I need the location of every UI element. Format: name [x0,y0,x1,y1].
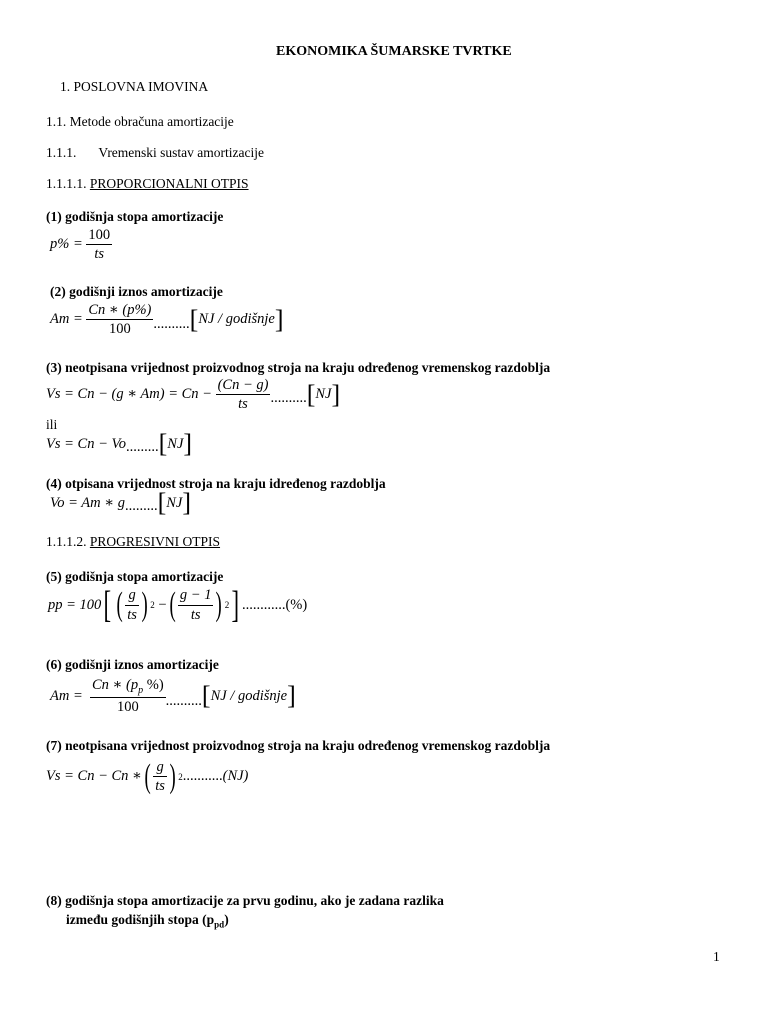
heading-number: 1.1.1.2. [46,534,87,549]
heading-number: 1.1.1.1. [46,176,87,191]
numerator: (Cn − g) [217,377,269,393]
ili-text: ili [46,417,58,432]
dots: ............ [241,596,286,613]
label-subscript: pd [214,919,225,930]
numerator-part: Cn ∗ (p [92,677,139,693]
heading-number: 1.1.1. [46,145,77,160]
formula-lhs: p% = [50,236,83,253]
formula-lhs: Vs = Cn − (g ∗ Am) = Cn − [46,386,212,403]
formula-4-label: (4) otpisana vrijednost stroja na kraju idređenog razdoblja [46,476,386,491]
formula-8-label [46,891,444,935]
formula-lhs: Am = [50,311,83,328]
formula-expression: Vs = Cn − Vo [46,435,126,452]
unit: NJ [167,435,184,452]
label-line-1: (8) godišnja stopa amortizacije za prvu godinu, ako je zadana razlika [46,893,444,908]
fraction [86,226,112,263]
document-title: EKONOMIKA ŠUMARSKE TVRTKE [276,44,512,59]
dots: .......... [165,692,202,709]
unit: (NJ) [222,768,249,785]
heading-1-1-1 [46,145,264,161]
dots: ........... [182,768,223,785]
formula-2-label: (2) godišnji iznos amortizacije [50,284,223,299]
denominator: ts [94,246,105,263]
formula-1 [50,226,112,263]
numerator: g [128,587,136,604]
formula-1-label: (1) godišnja stopa amortizacije [46,209,224,224]
dots: .......... [270,390,307,407]
formula-7: Vs = Cn − Cn ∗ ( $\frac{g}{ts}$ ) 2 ........... (NJ) [46,757,249,795]
numerator: g − 1 [179,587,212,604]
unit: NJ [166,494,183,511]
formula-5-label: (5) godišnja stopa amortizacije [46,569,224,584]
denominator: 100 [116,699,139,716]
denominator: ts [190,606,201,623]
dots: ......... [124,497,158,514]
unit: NJ [315,386,332,403]
unit: (%) [285,596,308,613]
label-text: ) [224,912,229,927]
formula-lhs: Vs = Cn − Cn ∗ [46,768,142,785]
exponent: 2 [178,771,183,782]
formula-3: Vs = Cn − (g ∗ Am) = Cn − $\frac{(Cn - g)}{ts}$ .......... [ NJ ] [46,377,341,413]
dots: .......... [153,316,190,333]
formula-lhs: pp = 100 [48,596,102,613]
formula-7-label: (7) neotpisana vrijednost proizvodnog stroja na kraju određenog vremenskog razdoblja [46,738,551,753]
fraction [86,301,153,338]
minus-sign: − [158,596,167,613]
denominator: ts [238,396,248,413]
heading-text: PROPORCIONALNI OTPIS [89,176,249,191]
formula-3b: Vs = Cn − Vo ......... [ NJ ] [46,429,193,458]
formula-5: pp = 100 [ ( $\frac{g}{ts}$ ) 2 − ( $\frac{g - 1}{ts}$ ) 2 ] ............ (%) [48,584,308,626]
formula-6: Am = $\frac{Cn ∗ (p_p \%)}{100}$ .......... [ NJ / godišnje ] [50,677,296,716]
fraction-a [125,586,139,623]
fraction-b [178,586,214,623]
formula-lhs: Am = [50,687,83,704]
heading-1-1: 1.1. Metode obračuna amortizacije [46,114,234,129]
heading-1: 1. POSLOVNA IMOVINA [60,79,209,94]
heading-text: Vremenski sustav amortizacije [98,145,265,160]
denominator: ts [155,778,165,795]
formula-6-label: (6) godišnji iznos amortizacije [46,657,219,672]
numerator-part: %) [143,677,164,693]
formula-expression: Vo = Am ∗ g [50,494,125,511]
exponent: 2 [150,600,155,610]
label-line-2 [46,910,444,935]
formula-2: Am = $\frac{Cn ∗ (p\%)}{100}$ .......... [ NJ / godišnje ] [50,302,284,338]
numerator-subscript: p [138,684,144,696]
label-text: između godišnjih stopa (p [66,912,215,927]
numerator: Cn ∗ (p%) [88,302,152,318]
unit: NJ / godišnje [210,687,288,704]
fraction [90,676,166,717]
formula-3-label: (3) neotpisana vrijednost proizvodnog stroja na kraju određenog vremenskog razdoblja [46,360,551,375]
formula-4: Vo = Am ∗ g ......... [ NJ ] [50,488,192,517]
unit: NJ / godišnje [198,311,275,328]
denominator: 100 [109,321,131,338]
heading-1-1-1-1 [46,176,249,192]
page-number: 1 [713,949,720,964]
heading-1-1-1-2 [46,534,220,550]
dots: ......... [126,438,159,455]
exponent: 2 [224,600,230,610]
denominator: ts [127,606,137,623]
fraction [216,376,271,413]
numerator: 100 [86,226,112,245]
fraction [153,758,167,795]
heading-text: PROGRESIVNI OTPIS [89,534,221,549]
numerator: g [156,759,164,775]
